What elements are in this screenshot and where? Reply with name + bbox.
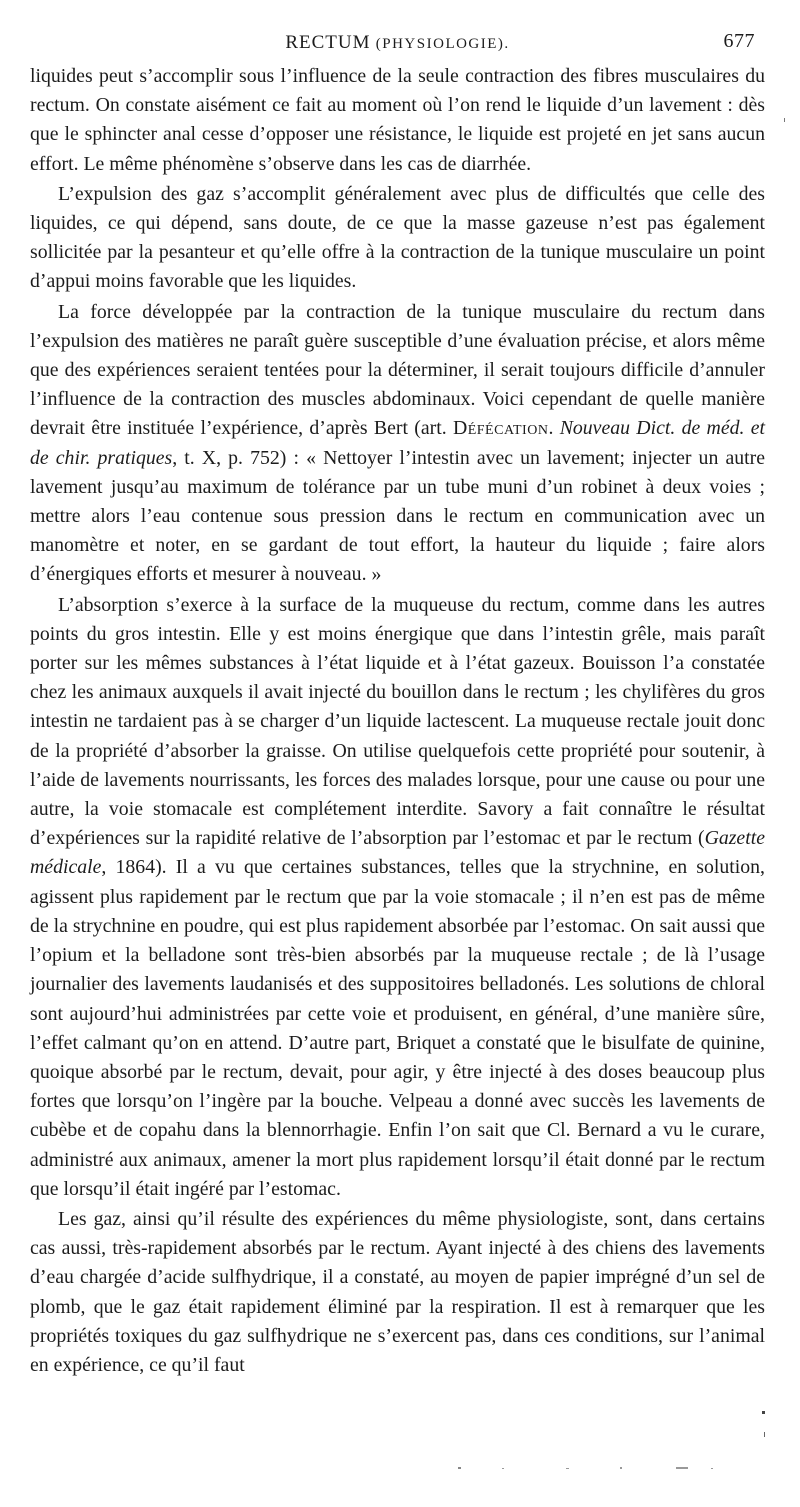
paragraph-rectal-absorption: [30, 591, 765, 1204]
paragraph-gas-expulsion: L’expulsion des gaz s’accomplit généralement avec plus de difficultés que celle des liquides, ce qui dépend, sans doute, de ce que la masse gazeuse n’est pas également sollicitée par la pesanteur et qu’elle offre à la contraction de la tunique musculaire un point d’appui moins favorable que les liquides.: [30, 182, 765, 293]
dictionary-title: Nouveau Dict. de méd. et de chir. pratiques: [30, 417, 765, 469]
paragraph-liquid-expulsion: liquides peut s’accomplir sous l’influence de la seule contraction des fibres musculaires du rectum. On constate aisément ce fait au moment où l’on rend le liquide d’un lavement : dès que le sphincter anal cesse d’opposer une résistance, le liquide est projeté en jet sans aucun effort. Le même phénomène s’observe dans les cas de diarrhée.: [30, 65, 765, 175]
running-title: [30, 32, 765, 54]
paragraph-gas-absorption: Les gaz, ainsi qu’il résulte des expériences du même physiologiste, sont, dans certains cas aussi, très-rapidement absorbés par le rectum. Ayant injecté à des chiens des lavements d’eau chargée d’acide sulfhydrique, il a constaté, au moyen de papier imprégné d’un sel de plomb, que le gaz était rapidement éliminé par la respiration. Il est à remarquer que les propriétés toxiques du gaz sulfhydrique ne s’exercent pas, dans ces conditions, sur l’animal en expérience, ce qu’il faut: [30, 1207, 765, 1376]
running-head: [30, 28, 765, 62]
article-reference: Défécation: [452, 417, 549, 440]
running-title-subtitle: (PHYSIOLOGIE).: [375, 36, 510, 52]
book-page: [30, 28, 765, 1381]
journal-title: Gazette médicale: [30, 827, 765, 879]
paragraph-text: , t. X, p. 752) : « Nettoyer l’intestin avec un lavement; injecter un autre lavement jusqu’au maximum de tolérance par un tube muni d’un robinet à deux voies ; mettre alors l’eau contenue sous pression dans le rectum en communication avec un manomètre et noter, en se gardant de tout effort, la hauteur du liquide ; faire alors d’énergiques efforts et mesurer à nouveau. »: [30, 446, 765, 586]
page-number: 677: [723, 30, 755, 52]
paragraph-text: , 1864). Il a vu que certaines substances, telles que la strychnine, en solution, agissent plus rapidement par le rectum que par la voie stomacale ; il n’en est pas de même de la strychnine en poudre, qui est plus rapidement absorbée par l’estomac. On sait aussi que l’opium et la belladone sont très-bien absorbés par la muqueuse rectale ; de là l’usage journalier des lavements laudanisés et des suppositoires belladonés. Les solutions de chloral sont aujourd’hui administrées par cette voie et produisent, en général, d’une manière sûre, l’effet calmant qu’on en attend. D’autre part, Briquet a constaté que le bisulfate de quinine, quoique absorbé par le rectum, devait, pour agir, y être injecté à des doses beaucoup plus fortes que lorsqu’on l’ingère par la bouche. Velpeau a donné avec succès les lavements de cubèbe et de copahu dans la blennorrhagie. Enfin l’on sait que Cl. Bernard a vu le curare, administré aux animaux, amener la mort plus rapidement lorsqu’il était donné par le rectum que lorsqu’il était ingéré par l’estomac.: [30, 856, 765, 1200]
body-text: [30, 62, 765, 1380]
paragraph-text: La force développée par la contraction de la tunique musculaire du rectum dans l’expulsion des matières ne paraît guère susceptible d’une évaluation précise, et alors même que des expériences seraient tentées pour la déterminer, il serait toujours difficile d’annuler l’influence de la contraction des muscles abdominaux. Voici cependant de quelle manière devrait être instituée l’expérience, d’après Bert (art.: [30, 300, 765, 440]
paragraph-text: .: [548, 417, 560, 440]
paragraph-text: L’absorption s’exerce à la surface de la muqueuse du rectum, comme dans les autres points du gros intestin. Elle y est moins énergique que dans l’intestin grêle, mais paraît porter sur les mêmes substances à l’état liquide et à l’état gazeux. Bouisson l’a constatée chez les animaux auxquels il avait injecté du bouillon dans le rectum ; les chylifères du gros intestin ne tardaient pas à se charger d’un liquide lactescent. La muqueuse rectale jouit donc de la propriété d’absorber la graisse. On utilise quelquefois cette propriété pour soutenir, à l’aide de lavements nourrissants, les forces des malades lorsque, pour une cause ou pour une autre, la voie stomacale est complétement interdite. Savory a fait connaître le résultat d’expériences sur la rapidité relative de l’absorption par l’estomac et par le rectum (: [30, 593, 765, 850]
running-title-main: RECTUM: [285, 32, 371, 53]
paragraph-muscular-force: [30, 298, 765, 590]
